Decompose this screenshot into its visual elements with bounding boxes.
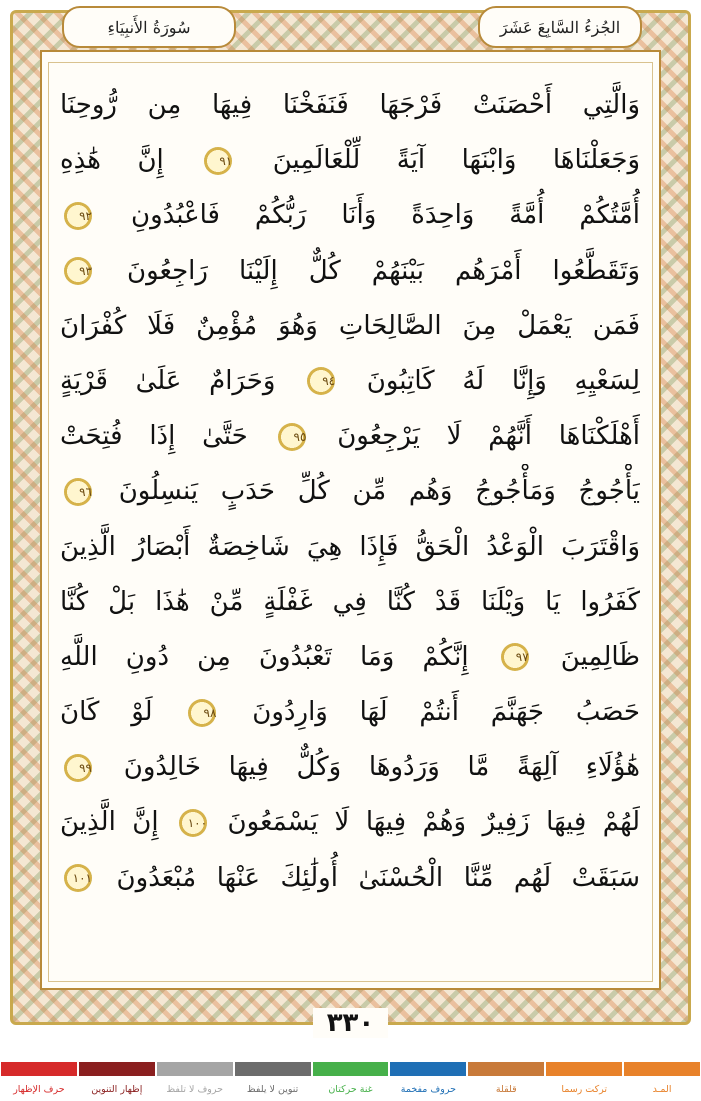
legend-item	[623, 1062, 701, 1101]
ayah-number-marker: ٩٦	[64, 478, 92, 506]
ayah-number-marker: ٩٢	[64, 202, 92, 230]
legend-item	[389, 1062, 467, 1101]
verse-text-continuation: حَتَّىٰ إِذَا فُتِحَتْ	[60, 421, 248, 452]
verse-line	[60, 78, 640, 133]
ayah-number-marker: ١٠١	[64, 864, 92, 892]
legend-label: غنة حركتان	[328, 1084, 373, 1095]
ayah-number-marker: ١٠٠	[179, 809, 207, 837]
verse-text: هَٰؤُلَاءِ آلِهَةً مَّا وَرَدُوهَا وَكُلٌّ فِيهَا خَالِدُونَ	[123, 752, 640, 783]
verse-text: حَصَبُ جَهَنَّمَ أَنتُمْ لَهَا وَارِدُونَ	[252, 697, 640, 728]
verses-block	[60, 78, 640, 906]
legend-label: تنوين لا يلفظ	[246, 1084, 299, 1095]
verse-line	[60, 685, 640, 740]
verse-line	[60, 409, 640, 464]
page-number	[0, 1008, 701, 1038]
legend-color-swatch	[1, 1062, 77, 1076]
verse-line	[60, 795, 640, 850]
verse-text-continuation: إِنَّ الَّذِينَ	[60, 807, 159, 838]
tajweed-legend	[0, 1062, 701, 1101]
page-number-text: ٣٣٠	[313, 1008, 389, 1038]
verse-line	[60, 299, 640, 354]
juz-name: الجُزءُ السَّابِعَ عَشَرَ	[499, 17, 621, 37]
legend-label: حروف لا تلفظ	[166, 1084, 224, 1095]
ayah-number-marker: ٩٧	[501, 643, 529, 671]
ayah-number-marker: ٩٣	[64, 257, 92, 285]
verse-text: وَالَّتِي أَحْصَنَتْ فَرْجَهَا فَنَفَخْنَا فِيهَا مِن رُّوحِنَا	[60, 90, 640, 120]
legend-label: المـد	[652, 1084, 672, 1095]
verse-line	[60, 244, 640, 299]
verse-line	[60, 630, 640, 685]
verse-text: ظَالِمِينَ	[560, 641, 640, 672]
legend-color-swatch	[468, 1062, 544, 1076]
verse-line	[60, 188, 640, 243]
verse-line	[60, 354, 640, 409]
surah-name: سُورَةُ الأَنبِيَاءِ	[107, 17, 191, 37]
verse-line	[60, 133, 640, 188]
legend-item	[156, 1062, 234, 1101]
verse-text-continuation: لَوْ كَانَ	[60, 697, 153, 728]
verse-text: وَاقْتَرَبَ الْوَعْدُ الْحَقُّ فَإِذَا هِيَ شَاخِصَةٌ أَبْصَارُ الَّذِينَ	[60, 531, 640, 562]
verse-text: وَتَقَطَّعُوا أَمْرَهُم بَيْنَهُمْ كُلٌّ إِلَيْنَا رَاجِعُونَ	[127, 255, 640, 286]
legend-label: حرف الإظهار	[13, 1084, 65, 1095]
legend-color-swatch	[157, 1062, 233, 1076]
legend-color-swatch	[79, 1062, 155, 1076]
legend-color-swatch	[546, 1062, 622, 1076]
verse-line	[60, 740, 640, 795]
ayah-number-marker: ٩٩	[64, 754, 92, 782]
legend-item	[467, 1062, 545, 1101]
verse-text-continuation: إِنَّ هَٰذِهِ	[60, 145, 164, 176]
verse-text: فَمَن يَعْمَلْ مِنَ الصَّالِحَاتِ وَهُوَ مُؤْمِنٌ فَلَا كُفْرَانَ	[60, 310, 640, 341]
legend-label: تركت رسما	[561, 1084, 608, 1095]
verse-text: يَأْجُوجُ وَمَأْجُوجُ وَهُم مِّن كُلِّ حَدَبٍ يَنسِلُونَ	[118, 476, 640, 507]
legend-label: حروف مفخمة	[400, 1084, 456, 1095]
verse-text: لِسَعْيِهِ وَإِنَّا لَهُ كَاتِبُونَ	[366, 365, 640, 396]
verse-text: سَبَقَتْ لَهُم مِّنَّا الْحُسْنَىٰ أُولَٰئِكَ عَنْهَا مُبْعَدُونَ	[116, 862, 640, 893]
verse-text-continuation: إِنَّكُمْ وَمَا تَعْبُدُونَ مِن دُونِ اللَّهِ	[60, 641, 469, 672]
legend-item	[78, 1062, 156, 1101]
ayah-number-marker: ٩١	[204, 147, 232, 175]
verse-text: لَهُمْ فِيهَا زَفِيرٌ وَهُمْ فِيهَا لَا يَسْمَعُونَ	[227, 807, 640, 838]
legend-color-swatch	[313, 1062, 389, 1076]
ayah-number-marker: ٩٨	[188, 699, 216, 727]
legend-color-swatch	[390, 1062, 466, 1076]
verse-text: كَفَرُوا يَا وَيْلَنَا قَدْ كُنَّا فِي غَفْلَةٍ مِّنْ هَٰذَا بَلْ كُنَّا	[60, 586, 640, 617]
legend-item	[0, 1062, 78, 1101]
legend-color-swatch	[235, 1062, 311, 1076]
legend-item	[234, 1062, 312, 1101]
legend-item	[545, 1062, 623, 1101]
verse-text: أُمَّتُكُمْ أُمَّةً وَاحِدَةً وَأَنَا رَبُّكُمْ فَاعْبُدُونِ	[130, 200, 640, 231]
verse-line	[60, 575, 640, 630]
verse-text-continuation: وَحَرَامٌ عَلَىٰ قَرْيَةٍ	[60, 365, 276, 396]
legend-label: قلقلة	[495, 1084, 517, 1095]
verse-line	[60, 464, 640, 519]
juz-name-cartouche	[478, 6, 642, 48]
legend-color-swatch	[624, 1062, 700, 1076]
legend-item	[312, 1062, 390, 1101]
ayah-number-marker: ٩٤	[307, 367, 335, 395]
verse-line	[60, 851, 640, 906]
verse-text: أَهْلَكْنَاهَا أَنَّهُمْ لَا يَرْجِعُونَ	[337, 421, 640, 452]
ayah-number-marker: ٩٥	[278, 423, 306, 451]
surah-name-cartouche	[62, 6, 236, 48]
legend-label: إظهار التنوين	[91, 1084, 143, 1095]
verse-line	[60, 520, 640, 575]
verse-text: وَجَعَلْنَاهَا وَابْنَهَا آيَةً لِّلْعَالَمِينَ	[272, 145, 640, 176]
